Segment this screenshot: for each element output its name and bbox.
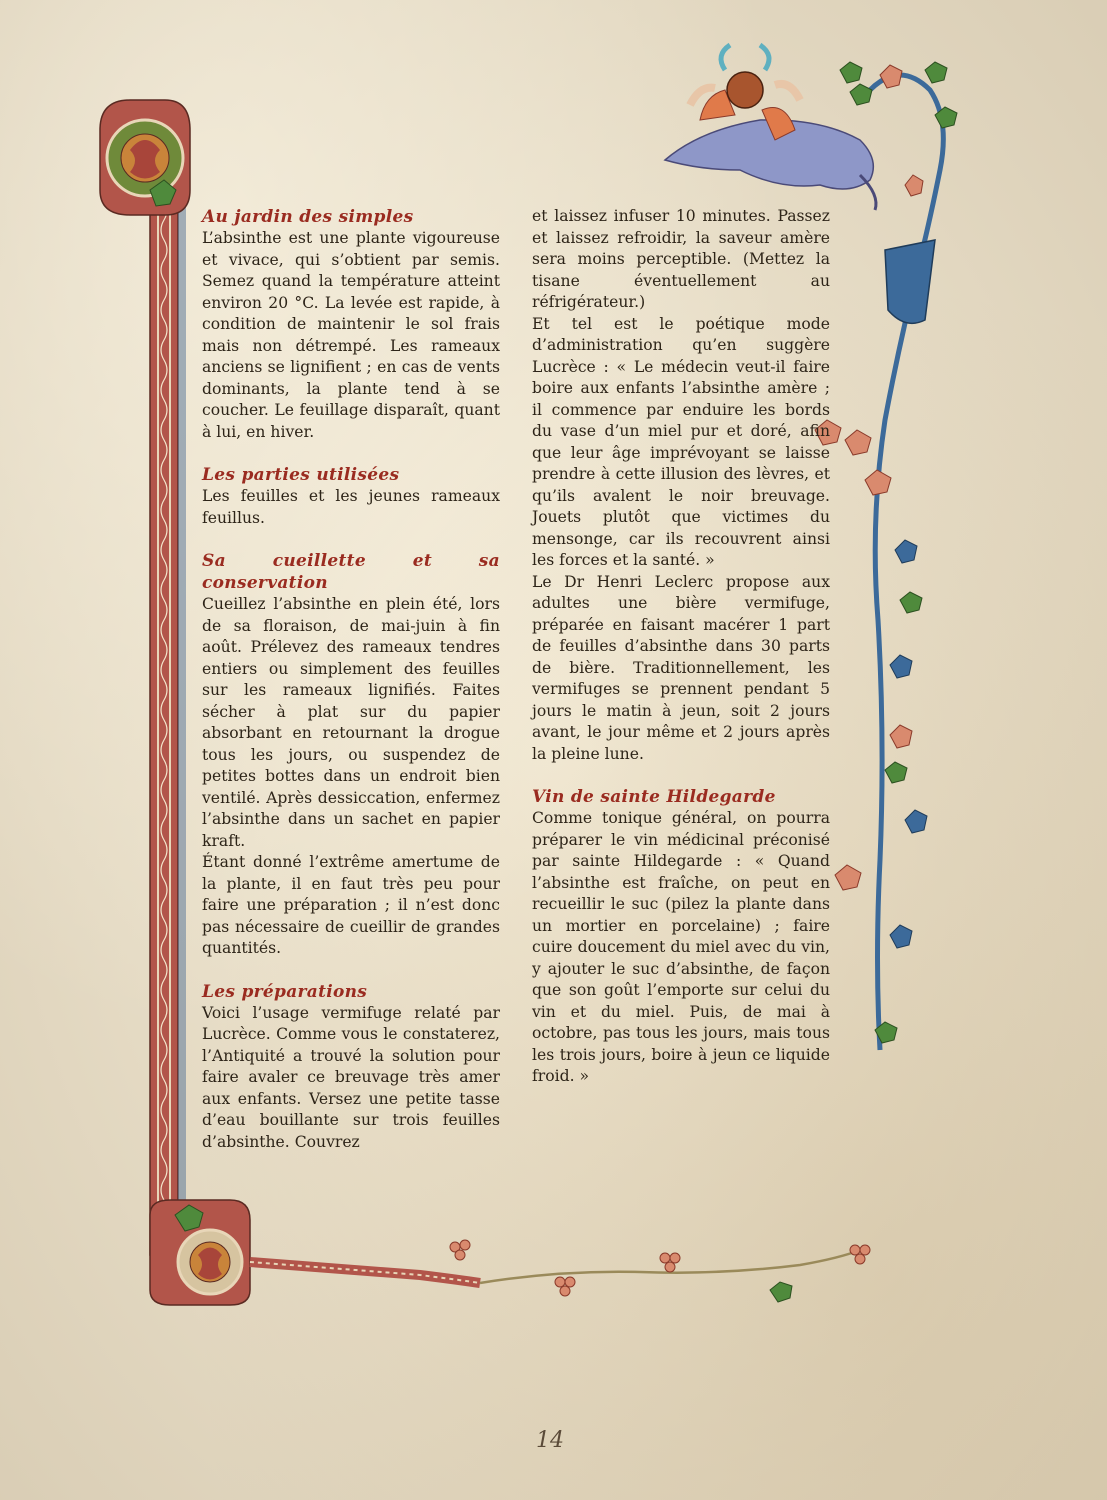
- section-spacer: [202, 960, 500, 981]
- section-heading: Les parties utilisées: [202, 465, 400, 485]
- body-paragraph: L’absinthe est une plante vigoureuse et vivace, qui s’obtient par semis. Semez quand la température atteint environ 20 °C. La levée est rapide, à condition de maintenir le sol frais mais non détrempé. Les rameaux anciens se lignifient ; en cas de vents dominants, la plante tend à se coucher. Le feuillage disparaît, quant à lui, en hiver.: [202, 229, 500, 441]
- body-paragraph: Voici l’usage vermifuge relaté par Lucrèce. Comme vous le constaterez, l’Antiquité a trouvé la solution pour faire avaler ce breuvage très amer aux enfants. Versez une petite tasse d’eau bouillante sur trois feuilles d’absinthe. Couvrez: [202, 1003, 500, 1151]
- section-heading: Au jardin des simples: [202, 207, 414, 227]
- section-heading: Les préparations: [202, 981, 368, 1002]
- page-number: 14: [536, 1428, 564, 1453]
- section-spacer: [202, 443, 500, 464]
- body-paragraph: Et tel est le poétique mode d’administration qu’en suggère Lucrèce : « Le médecin veut-il faire boire aux enfants l’absinthe amère ; il commence par enduire les bords du vase d’un miel pur et doré, afin que leur âge imprévoyant se laisse prendre à cette illusion des lèvres, et qu’ils avalent le noir breuvage. Jouets plutôt que victimes du mensonge, car ils recouvrent ainsi les forces et la santé. »: [532, 314, 830, 569]
- body-paragraph: Étant donné l’extrême amertume de la plante, il en faut très peu pour faire une préparation ; il n’est donc pas nécessaire de cueillir de grandes quantités.: [202, 853, 500, 957]
- body-paragraph: Comme tonique général, on pourra préparer le vin médicinal préconisé par sainte Hildegarde : « Quand l’absinthe est fraîche, on peut en recueillir le suc (pilez la plante dans un mortier en porcelaine) ; faire cuire doucement du miel avec du vin, y ajouter le suc d’absinthe, de façon que son goût l’emporte sur celui du vin et du miel. Puis, de mai à octobre, pas tous les jours, mais tous les trois jours, boire à jeun ce liquide froid. »: [532, 809, 830, 1085]
- vine-border-right: [815, 62, 957, 1050]
- body-paragraph: et laissez infuser 10 minutes. Passez et laissez refroidir, la saveur amère sera moins perceptible. (Mettez la tisane éventuellement au réfrigérateur.): [532, 207, 830, 311]
- section-spacer: [532, 765, 830, 786]
- section-spacer: [202, 529, 500, 550]
- vine-border-bottom: [450, 1240, 870, 1302]
- text-column-right: [532, 206, 830, 1088]
- body-paragraph: Le Dr Henri Leclerc propose aux adultes une bière vermifuge, préparée en faisant macérer 1 part de feuilles d’absinthe dans 30 parts de bière. Traditionnellement, les vermifuges se prennent pendant 5 jours le matin à jeun, soit 2 jours avant, le jour même et 2 jours après la pleine lune.: [532, 572, 830, 763]
- body-paragraph: Les feuilles et les jeunes rameaux feuillus.: [202, 487, 500, 527]
- section-heading: Vin de sainte Hildegarde: [532, 787, 776, 807]
- section-heading: Sa cueillette et sa conservation: [202, 551, 500, 593]
- text-column-left: [202, 206, 500, 1153]
- body-paragraph: Cueillez l’absinthe en plein été, lors de sa floraison, de mai-juin à fin août. Prélevez des rameaux tendres entiers ou simplement des feuilles sur les rameaux lignifiés. Faites sécher à plat sur du papier absorbant en retournant la drogue tous les jours, ou suspendez de petites bottes dans un endroit bien ventilé. Après dessiccation, enfermez l’absinthe dans un sachet en papier kraft.: [202, 595, 500, 850]
